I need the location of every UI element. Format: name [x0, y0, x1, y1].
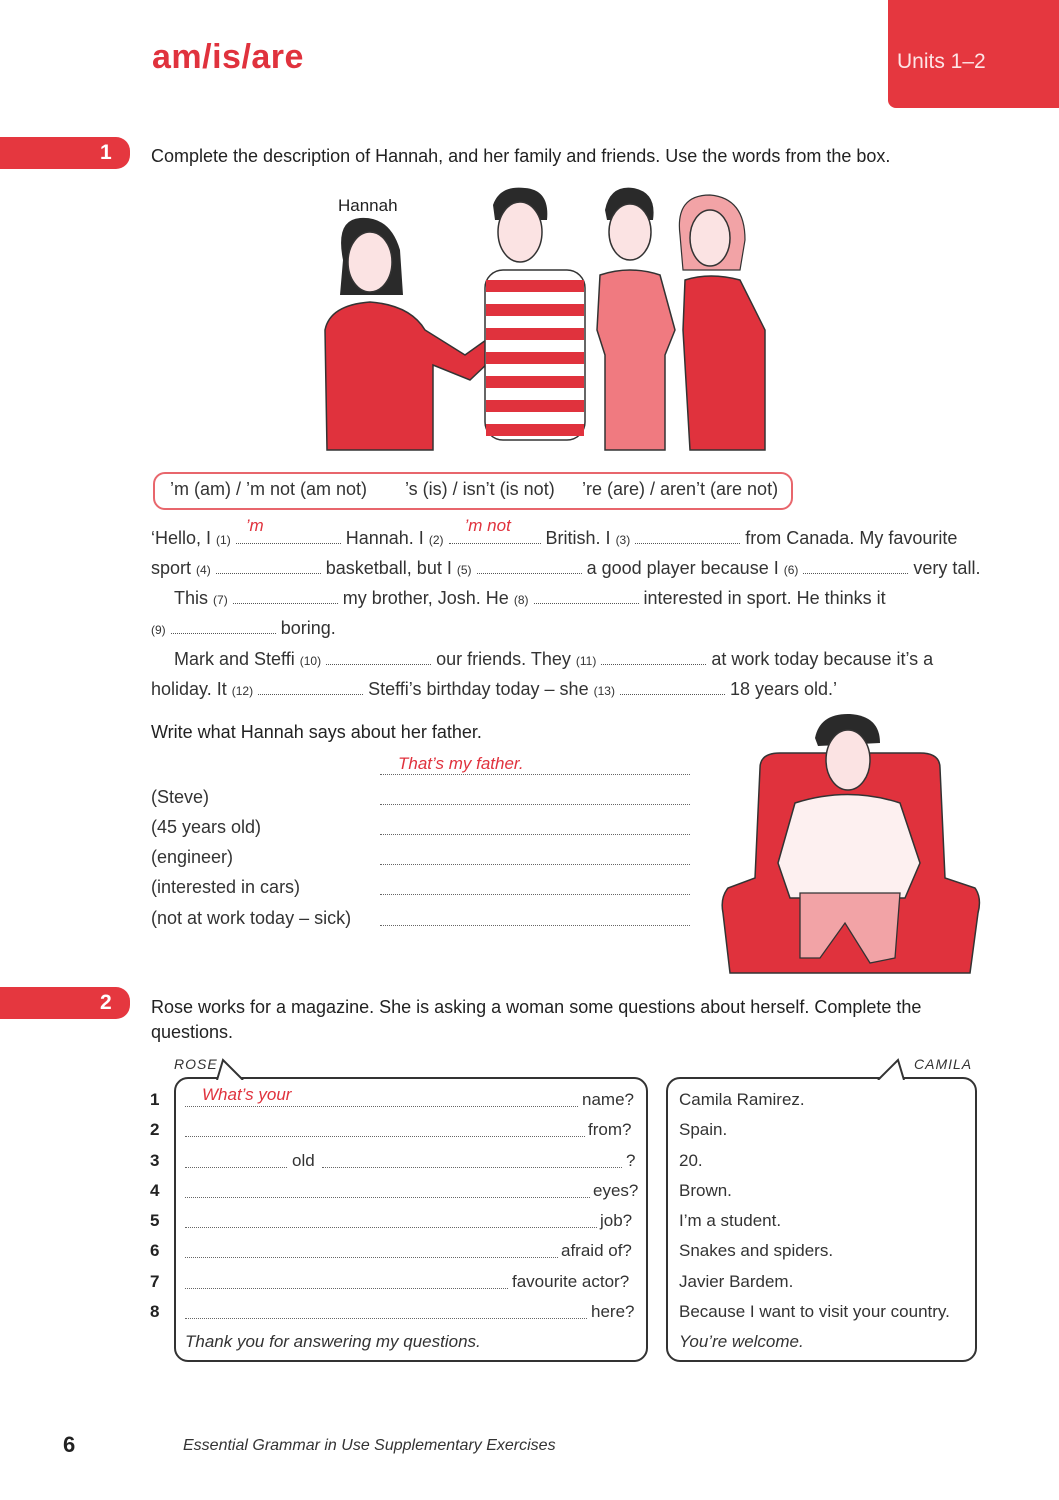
exercise-1-instruction: Complete the description of Hannah, and her family and friends. Use the words from the box.: [151, 146, 891, 166]
text-line-1: ‘Hello, I (1) ’m Hannah. I (2) ’m not British. I (3) from Canada. My favourite: [151, 516, 958, 548]
father-line-example: [380, 773, 690, 775]
question-ending-1: name?: [582, 1090, 634, 1109]
question-line-3a[interactable]: [185, 1166, 287, 1168]
text-line-6: holiday. It (12) Steffi’s birthday today – she (13) 18 years old.’: [151, 674, 837, 706]
father-prompt-1: (Steve): [151, 787, 210, 807]
page-number: 6: [63, 1432, 76, 1457]
answer-3: 20.: [679, 1151, 703, 1170]
question-line-3b[interactable]: [322, 1166, 622, 1168]
question-line-8[interactable]: [185, 1317, 587, 1319]
father-line-2[interactable]: [380, 833, 690, 835]
book-title: Essential Grammar in Use Supplementary Exercises: [183, 1437, 556, 1454]
question-line-6[interactable]: [185, 1256, 558, 1258]
answer-blank-6[interactable]: [803, 555, 908, 574]
father-illustration: [720, 708, 982, 980]
word-box-item-3: ’re (are) / aren’t (are not): [582, 479, 779, 499]
josh-figure: [485, 188, 585, 440]
question-ending-4: eyes?: [593, 1181, 639, 1200]
camila-bubble-tail: [876, 1058, 906, 1080]
question-ending-7: favourite actor?: [512, 1272, 630, 1291]
question-line-1[interactable]: [185, 1105, 578, 1107]
answer-blank-9[interactable]: [171, 615, 276, 634]
question-number-6: 6: [150, 1241, 160, 1260]
answer-blank-5[interactable]: [477, 555, 582, 574]
exercise-2-instruction-line-1: Rose works for a magazine. She is asking a woman some questions about herself. Complete the: [151, 997, 922, 1017]
camila-closing: You’re welcome.: [679, 1332, 804, 1351]
units-label: Units 1–2: [897, 50, 986, 73]
question-number-2: 2: [150, 1120, 160, 1139]
question-line-7[interactable]: [185, 1287, 508, 1289]
exercise-2-number: 2: [100, 991, 112, 1014]
answer-blank-11[interactable]: [601, 646, 706, 665]
word-box-item-2: ’s (is) / isn’t (is not): [405, 479, 555, 499]
answer-blank-10[interactable]: [326, 646, 431, 665]
question-line-5[interactable]: [185, 1226, 597, 1228]
father-instruction: Write what Hannah says about her father.: [151, 722, 482, 742]
father-line-5[interactable]: [380, 924, 690, 926]
rose-closing: Thank you for answering my questions.: [185, 1332, 481, 1351]
answer-blank-7[interactable]: [233, 585, 338, 604]
question-3-middle: old: [292, 1151, 315, 1170]
question-line-4[interactable]: [185, 1196, 590, 1198]
rose-bubble-tail: [215, 1058, 245, 1080]
father-line-4[interactable]: [380, 893, 690, 895]
question-number-1: 1: [150, 1090, 160, 1109]
father-prompt-4: (interested in cars): [151, 877, 301, 897]
question-number-7: 7: [150, 1272, 160, 1291]
answer-blank-12[interactable]: [258, 676, 363, 695]
question-ending-5: job?: [600, 1211, 633, 1230]
text-line-4: (9) boring.: [151, 613, 336, 645]
exercise-2-instruction-line-2: questions.: [151, 1022, 234, 1042]
father-line-3[interactable]: [380, 863, 690, 865]
answer-1: Camila Ramirez.: [679, 1090, 805, 1109]
question-1-example: What’s your: [202, 1085, 292, 1104]
answer-blank-8[interactable]: [534, 585, 639, 604]
answer-blank-2[interactable]: ’m not: [449, 525, 541, 544]
answer-5: I’m a student.: [679, 1211, 782, 1230]
question-number-5: 5: [150, 1211, 160, 1230]
question-line-2[interactable]: [185, 1135, 585, 1137]
question-ending-6: afraid of?: [561, 1241, 632, 1260]
text-line-3: This (7) my brother, Josh. He (8) interested in sport. He thinks it: [174, 583, 886, 615]
question-ending-2: from?: [588, 1120, 632, 1139]
father-line-1[interactable]: [380, 803, 690, 805]
family-illustration: [315, 180, 785, 455]
answer-blank-3[interactable]: [635, 525, 740, 544]
steffi-figure: [679, 195, 765, 450]
rose-speaker-label: ROSE: [174, 1056, 218, 1072]
answer-4: Brown.: [679, 1181, 732, 1200]
answer-blank-1[interactable]: ’m: [236, 525, 341, 544]
rose-speech-bubble: [174, 1077, 648, 1362]
page-title: am/is/are: [152, 38, 304, 76]
answer-2: Spain.: [679, 1120, 728, 1139]
exercise-1-number: 1: [100, 141, 112, 164]
answer-blank-13[interactable]: [620, 676, 725, 695]
question-number-3: 3: [150, 1151, 160, 1170]
question-ending-8: here?: [591, 1302, 635, 1321]
hannah-label: Hannah: [338, 196, 398, 215]
father-prompt-5: (not at work today – sick): [151, 908, 352, 928]
question-number-8: 8: [150, 1302, 160, 1321]
answer-6: Snakes and spiders.: [679, 1241, 834, 1260]
answer-blank-4[interactable]: [216, 555, 321, 574]
mark-figure: [597, 188, 675, 450]
father-prompt-3: (engineer): [151, 847, 234, 867]
hannah-figure: [325, 218, 507, 450]
answer-7: Javier Bardem.: [679, 1272, 794, 1291]
father-example-answer: That’s my father.: [398, 754, 524, 773]
camila-speaker-label: CAMILA: [914, 1056, 973, 1072]
text-line-2: sport (4) basketball, but I (5) a good player because I (6) very tall.: [151, 553, 980, 585]
question-number-4: 4: [150, 1181, 160, 1200]
question-ending-3: ?: [626, 1151, 636, 1170]
text-line-5: Mark and Steffi (10) our friends. They (11) at work today because it’s a: [174, 644, 933, 676]
answer-8: Because I want to visit your country.: [679, 1302, 950, 1321]
father-prompt-2: (45 years old): [151, 817, 262, 837]
word-box-item-1: ’m (am) / ’m not (am not): [170, 479, 368, 499]
